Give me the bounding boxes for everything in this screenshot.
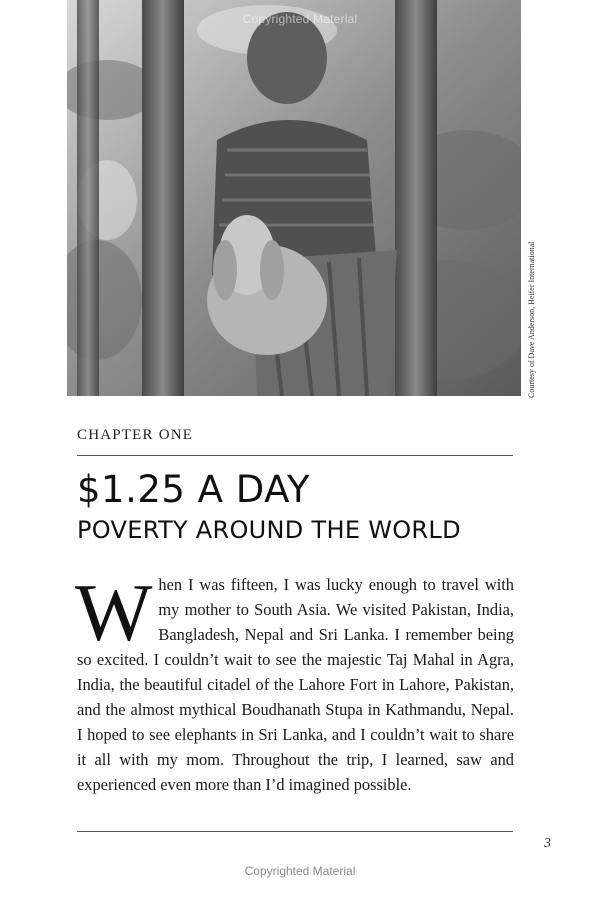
body-paragraph [75, 567, 514, 797]
body-text: hen I was fifteen, I was lucky enough to travel with my mother to South Asia. We visited Pakistan, India, Bangladesh, Nepal and Sri Lanka. I remember being so excited. I couldn’t wait to see the majestic Taj Mahal in Agra, India, the beautiful citadel of the Lahore Fort in Lahore, Pakistan, and the almost mythical Boudhanath Stupa in Kathmandu, Nepal. I hoped to see elephants in Sri Lanka, and I couldn’t wait to share it all with my mom. Throughout the trip, I learned, saw and experienced even more than I’d imagined possible. [77, 575, 514, 794]
chapter-subtitle: POVERTY AROUND THE WORLD [77, 516, 461, 544]
watermark-bottom: Copyrighted Material [244, 864, 356, 878]
divider-top [77, 455, 513, 456]
chapter-photo [67, 0, 521, 396]
divider-bottom [77, 831, 513, 832]
photo-boy-with-goat-icon [67, 0, 521, 396]
page-number: 3 [544, 836, 551, 851]
chapter-title: $1.25 A DAY [77, 468, 311, 511]
chapter-label: CHAPTER ONE [77, 427, 194, 443]
photo-credit: Courtesy of Dave Anderson, Heifer International [527, 241, 536, 398]
drop-cap: W [75, 567, 153, 658]
watermark-top: Copyrighted Material [242, 12, 358, 26]
